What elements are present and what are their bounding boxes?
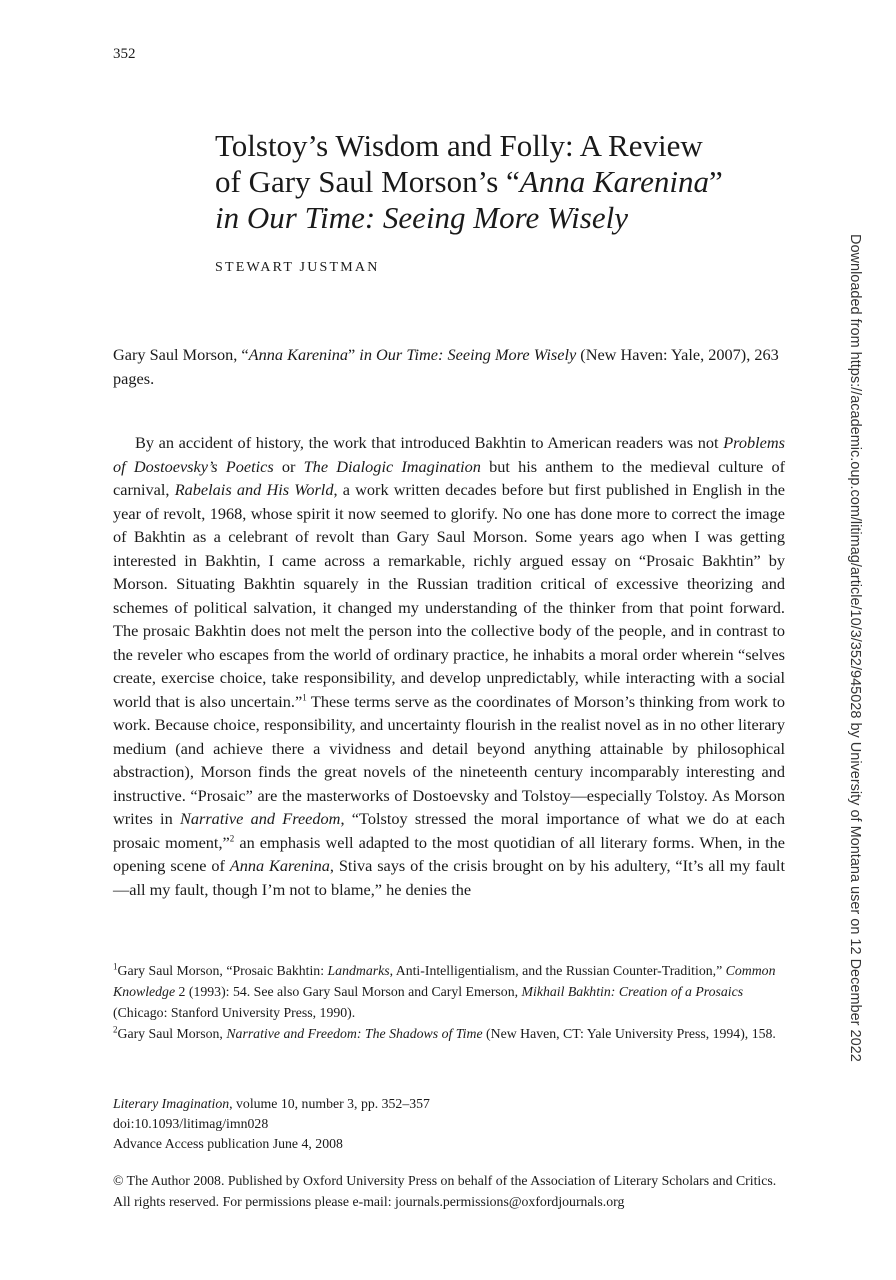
body-text-segment: an emphasis well adapted to the most quotidian of all literary forms. When, in the opening scene of bbox=[113, 832, 785, 875]
title-line-2 bbox=[215, 164, 815, 200]
footnote-text: 2 (1993): 54. See also Gary Saul Morson and Caryl Emerson, bbox=[175, 984, 522, 999]
body-text-segment: , a work written decades before but first published in English in the year of revolt, 1968, whose spirit it now seemed to glorify. No one has done more to correct the image of Bakhtin as a celebrant of revolt than Gary Saul Morson. Some years ago when I was getting interested in Bakhtin, I came across a remarkable, richly argued essay on “Prosaic Bakhtin” by Morson. Situating Bakhtin squarely in the Russian tradition critical of excessive theorizing and schemes of political salvation, it changed my understanding of the thinker from that point forward. The prosaic Bakhtin does not melt the person into the collective body of the people, and in contrast to the reveler who escapes from the world of ordinary practice, he inhabits a moral order wherein “selves create, exercise choice, take responsibility, and develop unpredictably, while interacting with a social world that is also uncertain.” bbox=[113, 480, 785, 711]
journal-doi: doi:10.1093/litimag/imn028 bbox=[113, 1116, 269, 1131]
body-text-segment: By an accident of history, the work that introduced Bakhtin to American readers was not bbox=[135, 433, 724, 452]
footnote-marker-2: 2 bbox=[229, 833, 235, 844]
title-line-1: Tolstoy’s Wisdom and Folly: A Review bbox=[215, 128, 703, 163]
journal-name: Literary Imagination bbox=[113, 1096, 230, 1111]
body-paragraph bbox=[113, 431, 785, 901]
footnote-text: Gary Saul Morson, bbox=[117, 1026, 227, 1041]
journal-info bbox=[113, 1094, 430, 1154]
body-italic-title: Narrative and Freedom bbox=[180, 809, 341, 828]
article-title bbox=[215, 128, 815, 236]
page-number: 352 bbox=[113, 46, 136, 62]
footnote-text: (New Haven, CT: Yale University Press, 1994), 158. bbox=[482, 1026, 776, 1041]
footnote-text: , Anti-Intelligentialism, and the Russian Counter-Tradition,” bbox=[389, 963, 726, 978]
footnotes bbox=[113, 960, 785, 1044]
article-author: STEWART JUSTMAN bbox=[215, 260, 380, 275]
footnote-marker-1: 1 bbox=[302, 692, 307, 703]
title-line-2-close: ” bbox=[708, 164, 723, 199]
title-line-2-text: of Gary Saul Morson’s “ bbox=[215, 164, 520, 199]
citation-book-title: Anna Karenina bbox=[248, 345, 348, 364]
footnote-italic: Landmarks bbox=[327, 963, 390, 978]
body-text-segment: , “Tolstoy stressed the moral importance of what we do at each prosaic moment,” bbox=[113, 809, 786, 852]
citation-quote-close: ” bbox=[348, 345, 360, 364]
title-line-3: in Our Time: Seeing More Wisely bbox=[215, 200, 628, 235]
body-text-segment: but his anthem to the medieval culture of carnival, bbox=[113, 456, 786, 499]
title-line-2-italic: Anna Karenina bbox=[519, 164, 709, 199]
footnote-italic: Common Knowledge bbox=[113, 963, 776, 999]
footnote-italic: Narrative and Freedom: The Shadows of Time bbox=[226, 1026, 483, 1041]
journal-advance-access: Advance Access publication June 4, 2008 bbox=[113, 1136, 343, 1151]
body-text-segment: or bbox=[273, 456, 304, 476]
body-italic-title: Anna Karenina bbox=[229, 856, 330, 875]
citation-book-subtitle: in Our Time: Seeing More Wisely bbox=[359, 345, 577, 364]
footnote-2 bbox=[113, 1023, 785, 1044]
body-text-segment: These terms serve as the coordinates of Morson’s thinking from work to work. Because choice, responsibility, and uncertainty flourish in the realist novel as in no other literary medium (and achieve there a vividness and detail beyond anything attainable by philosophical abstraction), Morson finds the great novels of the nineteenth century incomparably interesting and instructive. “Prosaic” are the masterworks of Dostoevsky and Tolstoy—especially Tolstoy. As Morson writes in bbox=[113, 691, 785, 828]
book-citation bbox=[113, 343, 783, 391]
citation-publisher: (New Haven: Yale, 2007), 263 pages. bbox=[113, 345, 779, 388]
journal-volume-line bbox=[113, 1094, 430, 1114]
body-text-segment: , Stiva says of the crisis brought on by his adultery, “It’s all my fault—all my fault, though I’m not to blame,” he denies the bbox=[113, 856, 785, 899]
copyright-notice: © The Author 2008. Published by Oxford University Press on behalf of the Association of Literary Scholars and Critics. All rights reserved. For permissions please e-mail: journals.permissions@oxfordjournals.org bbox=[113, 1173, 777, 1209]
journal-volume: , volume 10, number 3, pp. 352–357 bbox=[229, 1096, 430, 1111]
footnote-text: (Chicago: Stanford University Press, 1990). bbox=[113, 1005, 356, 1020]
footnote-italic: Mikhail Bakhtin: Creation of a Prosaics bbox=[521, 984, 744, 999]
download-watermark: Downloaded from https://academic.oup.com/litimag/article/10/3/352/945028 by University of Montana user on 12 December 2022 bbox=[847, 234, 863, 1062]
footnote-text: Gary Saul Morson, “Prosaic Bakhtin: bbox=[117, 963, 328, 978]
body-italic-title: Rabelais and His World bbox=[174, 480, 334, 499]
citation-author: Gary Saul Morson, “ bbox=[113, 345, 249, 364]
body-italic-title: Problems of Dostoevsky’s Poetics bbox=[113, 433, 785, 476]
footnote-number: 1 bbox=[113, 961, 118, 972]
body-italic-title: The Dialogic Imagination bbox=[303, 456, 481, 476]
footnote-1 bbox=[113, 960, 785, 1023]
footnote-number: 2 bbox=[113, 1024, 118, 1035]
